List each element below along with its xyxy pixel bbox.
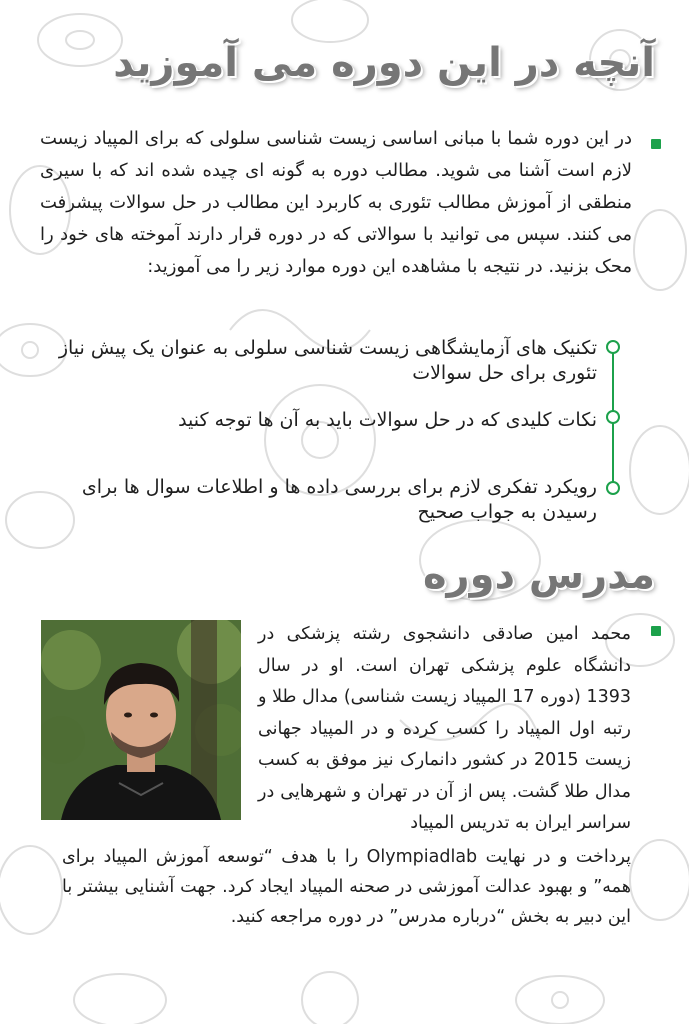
learn-item: تکنیک های آزمایشگاهی زیست شناسی سلولی به عنوان یک پیش نیاز تئوری برای حل سوالات: [58, 337, 597, 384]
learn-item: نکات کلیدی که در حل سوالات باید به آن ها توجه کنید: [178, 409, 597, 431]
section-title-what-you-learn: آنچه در این دوره می آموزید: [113, 40, 655, 86]
timeline-dot-icon: [606, 410, 620, 424]
section-title-teacher: مدرس دوره: [422, 552, 655, 598]
teacher-photo: [41, 620, 241, 820]
teacher-bio-continued: پرداخت و در نهایت Olympiadlab را با هدف “توسعه آموزش المپیاد برای همه” و بهبود عدالت آموزشی در صحنه المپیاد ایجاد کرد. جهت آشنایی بیشتر با این دبیر به بخش “درباره مدرس” در دوره مراجعه کنید.: [62, 847, 632, 927]
learn-item: رویکرد تفکری لازم برای بررسی داده ها و اطلاعات سوال ها برای رسیدن به جواب صحیح: [81, 476, 597, 523]
bullet-square-icon: [651, 139, 661, 149]
teacher-bio: محمد امین صادقی دانشجوی رشته پزشکی در دانشگاه علوم پزشکی تهران است. او در سال 1393 (دوره 17 المپیاد زیست شناسی) مدال طلا و رتبه اول المپیاد را کسب کرده و در المپیاد جهانی زیست 2015 در کشور دانمارک نیز موفق به کسب مدال طلا گشت. پس از آن در تهران و شهرهایی در سراسر ایران به تدریس المپیاد: [258, 624, 631, 833]
intro-paragraph: در این دوره شما با مبانی اساسی زیست شناسی سلولی که برای المپیاد زیست لازم است آشنا می شوید. مطالب دوره به گونه ای چیده شده اند که با سیری منطقی از آموزش مطالب تئوری به کاربرد این مطالب در حل سوالات پیشرفت می کنند. سپس می توانید با سوالاتی که در دوره قرار دارند آموخته های خود را محک بزنید. در نتیجه با مشاهده این دوره موارد زیر را می آموزید:: [40, 128, 632, 277]
bullet-square-icon: [651, 626, 661, 636]
timeline-dot-icon: [606, 481, 620, 495]
timeline-dot-icon: [606, 340, 620, 354]
